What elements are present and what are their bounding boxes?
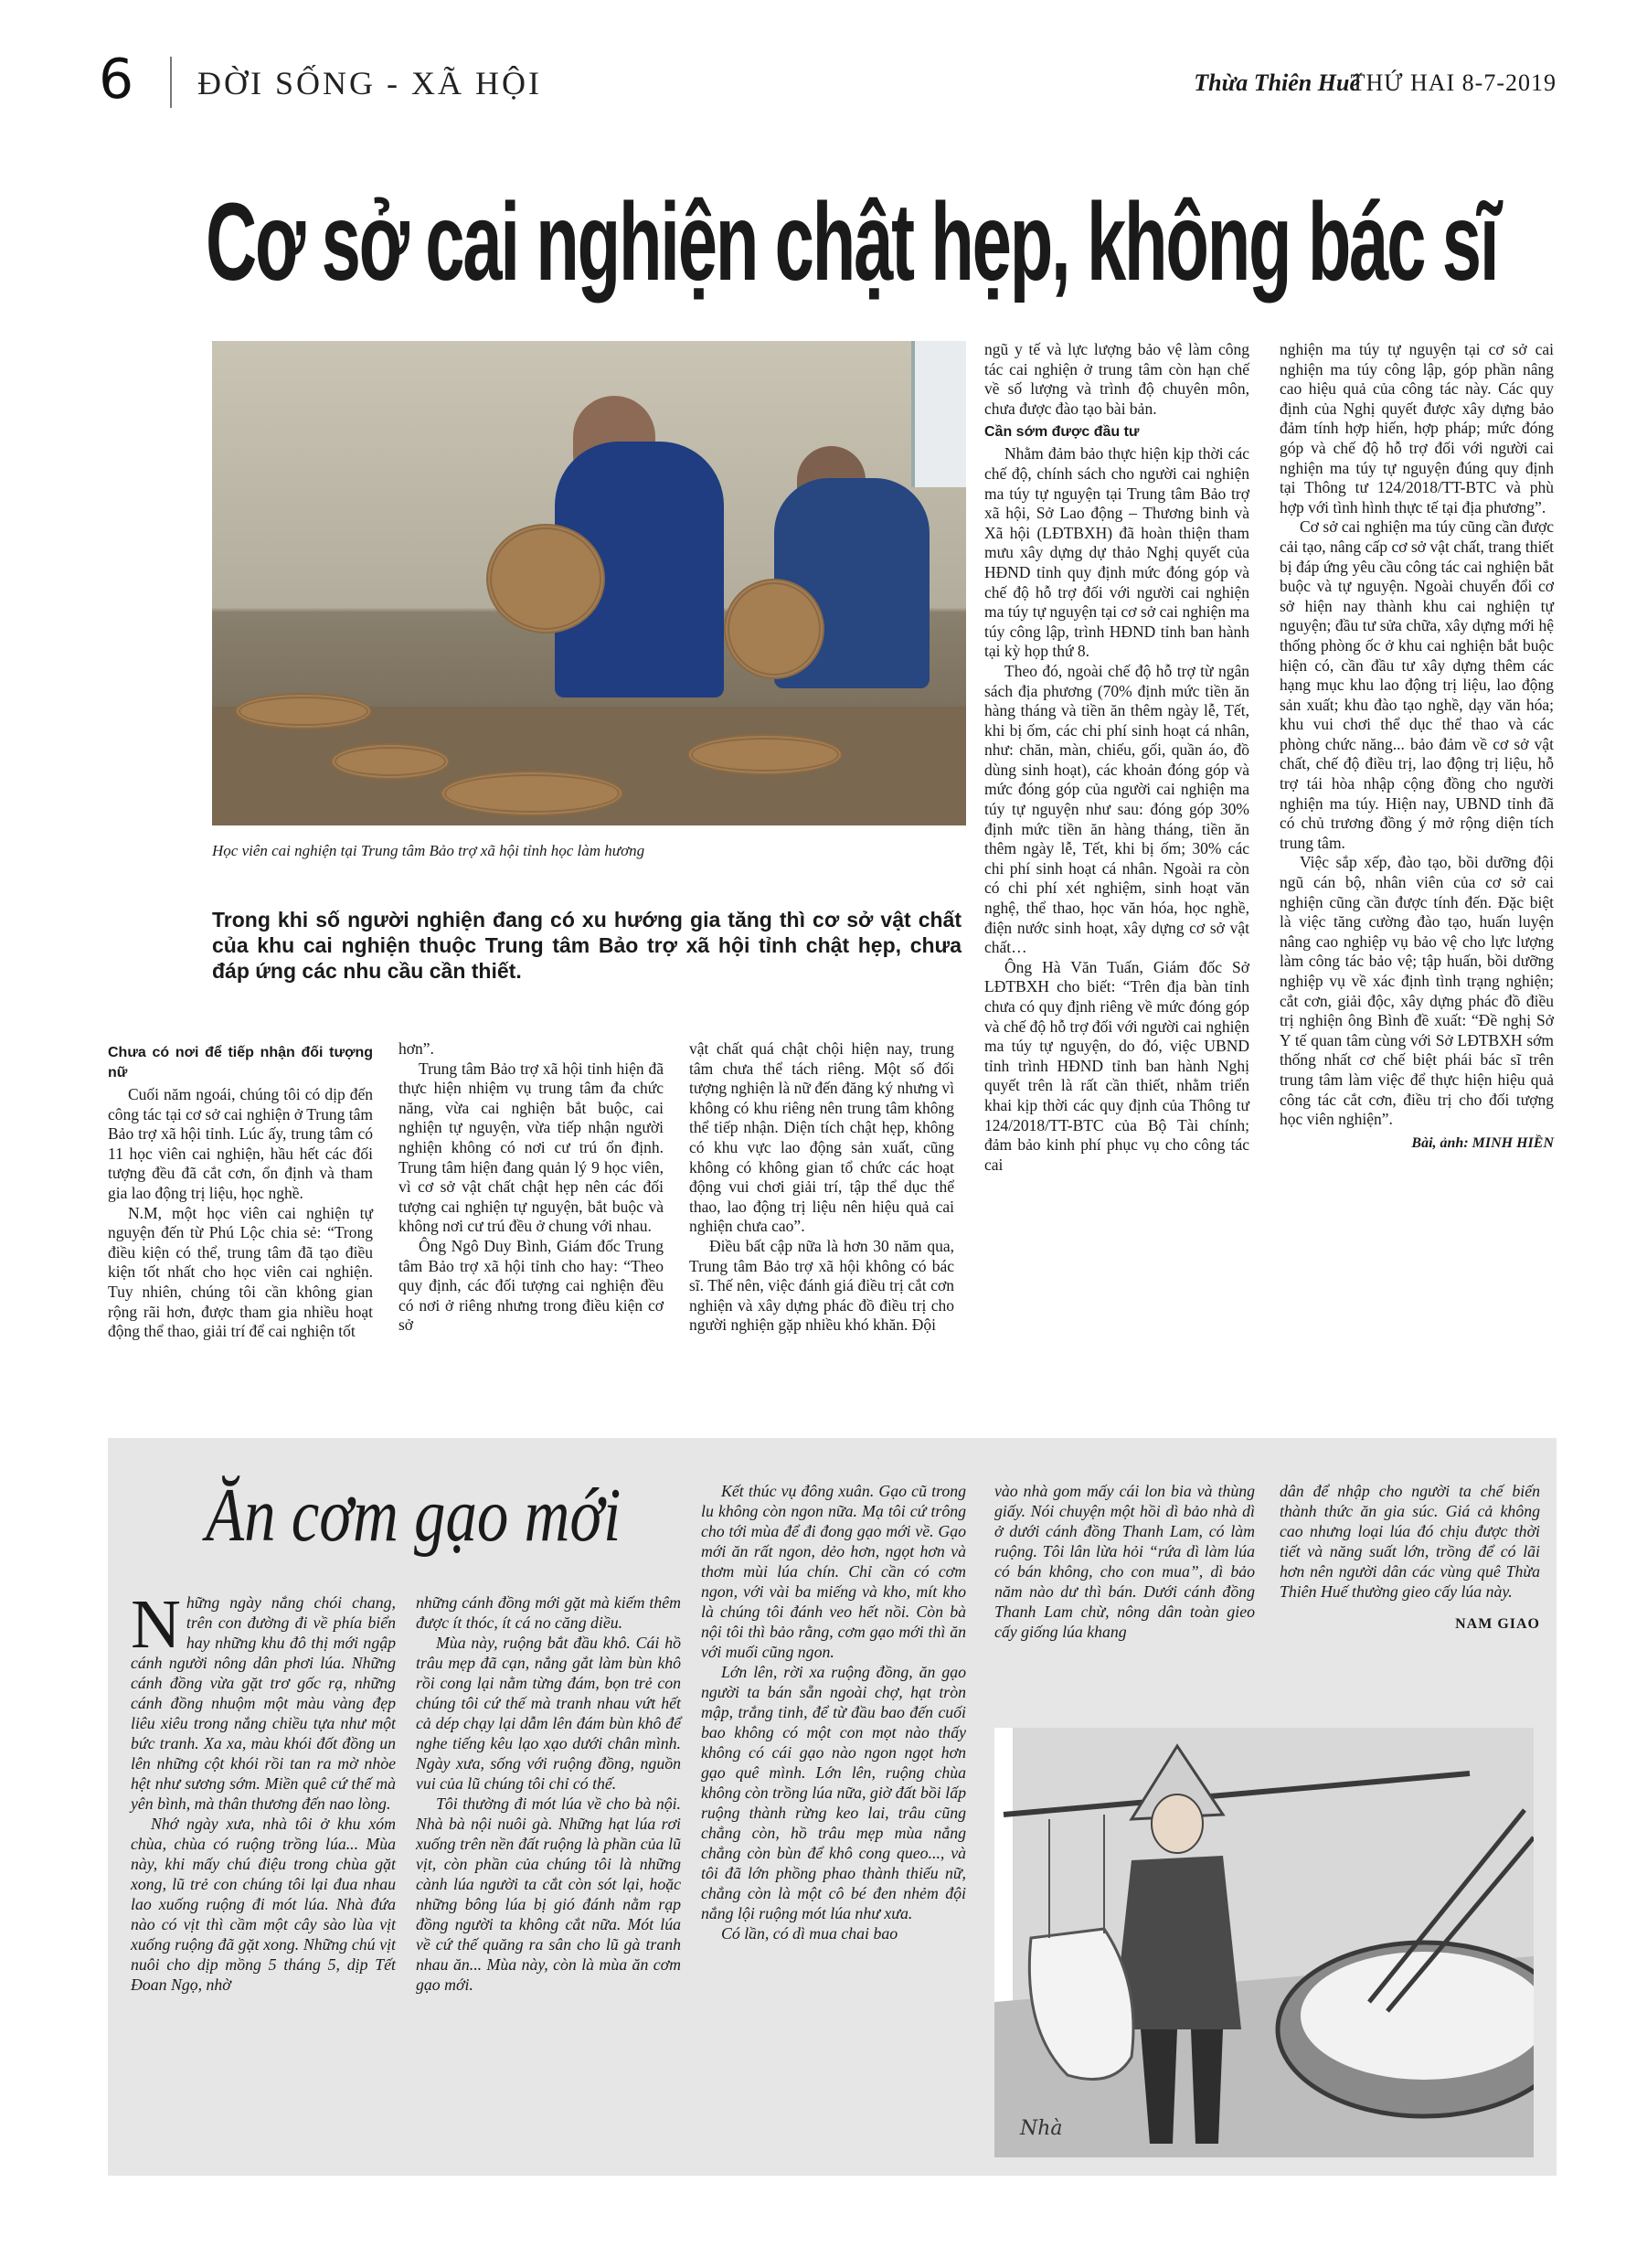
illustration-drawing [994, 1728, 1534, 2157]
illustration-signature: Nhà [1020, 2117, 1063, 2140]
feature-paragraph: Lớn lên, rời xa ruộng đồng, ăn gạo người ta bán sẵn ngoài chợ, hạt tròn mập, trắng tinh, để từ đầu bao đến cuối bao không có một con mọt nào thấy không có cái gạo nào ngon ngọt hơn gạo quê mình. Lớn lên, ruộng chùa không còn trồng lúa nữa, giờ đất bồi lấp ruộng thành rừng keo lai, trâu cũng chẳng còn, hồ trâu mẹp mùa nắng chẳng còn bùn để khô cong queo..., và tôi đã lớn phồng phao thành thiếu nữ, chẳng còn là một cô bé đen nhẻm đội nắng lội ruộng mót lúa như xưa. [701, 1663, 966, 1922]
feature-paragraph: Mùa này, ruộng bắt đầu khô. Cái hồ trâu mẹp đã cạn, nắng gắt làm bùn khô rồi cong lại nằm từng đám, bọn trẻ con chúng tôi cứ thế mà tranh nhau vứt hết cả dép chạy lại dẫm lên đám bùn khô để nghe tiếng kêu lạo xạo dưới chân mình. Ngày xưa, sống với ruộng đồng, nguồn vui của lũ chúng tôi chỉ có thế. [416, 1634, 681, 1793]
feature-column-1 [131, 1586, 396, 1995]
article-lead: Trong khi số người nghiện đang có xu hướng gia tăng thì cơ sở vật chất của khu cai nghiện thuộc Trung tâm Bảo trợ xã hội tỉnh chật hẹp, chưa đáp ứng các nhu cầu cần thiết. [212, 908, 962, 983]
feature-column-4 [994, 1481, 1255, 1642]
feature-paragraph-text: hững ngày nắng chói chang, trên con đường đi về phía biển hay những khu đô thị mới ngập cánh người nông dân phơi lúa. Những cánh đồng vừa gặt trơ gốc rạ, những cánh đồng nhuộm một màu vàng đẹp liêu xiêu trong nắng chiều tựa như một bức tranh. Xa xa, màu khói đốt đồng un lên những cột khói rồi tan ra mờ nhòe hệt như sương sớm. Miền quê cứ thế mà yên bình, mà thân thương đến nao lòng. [131, 1593, 396, 1813]
article-paragraph: nghiện ma túy tự nguyện tại cơ sở cai nghiện ma túy công lập, góp phần nâng cao hiệu quả của công tác này. Các quy định của Nghị quyết được xây dựng bảo đảm tính hợp hiến, hợp pháp; mức đóng góp và chế độ hỗ trợ đối với người cai nghiện ma túy tự nguyện đúng quy định tại Thông tư 124/2018/TT-BTC và phù hợp với tình hình thực tế tại địa phương”. [1280, 340, 1554, 516]
photo-caption: Học viên cai nghiện tại Trung tâm Bảo trợ xã hội tỉnh học làm hương [212, 842, 645, 859]
article-subhead: Cần sớm được đầu tư [984, 424, 1140, 441]
feature-paragraph: Tôi thường đi mót lúa về cho bà nội. Nhà bà nội nuôi gà. Những hạt lúa rơi xuống trên nền đất ruộng là phần của lũ vịt, còn phần của chúng tôi là những cành lúa người ta cắt còn sót lại, hoặc những bông lúa bị gió đánh nằm rạp đồng người ta không cắt nữa. Mót lúa về cứ thế quăng ra sân cho lũ gà tranh nhau ăn... Mùa này, còn là mùa ăn cơm gạo mới. [416, 1794, 681, 1994]
drop-cap: N [131, 1586, 181, 1663]
page-number: 6 [99, 48, 134, 112]
article-photo [212, 341, 966, 825]
feature-author: NAM GIAO [1455, 1616, 1540, 1632]
article-paragraph: Điều bất cập nữa là hơn 30 năm qua, Trung tâm Bảo trợ xã hội không có bác sĩ. Thế nên, việc đánh giá điều trị cắt cơn nghiện và xây dựng phác đồ điều trị cho người nghiện gặp nhiều khó khăn. Đội [689, 1236, 954, 1335]
article-column-2 [398, 1039, 664, 1336]
feature-column-3 [701, 1481, 966, 1943]
incense-coil [687, 734, 843, 775]
article-paragraph: Ông Ngô Duy Bình, Giám đốc Trung tâm Bảo trợ xã hội tỉnh cho hay: “Theo quy định, các đối tượng cai nghiện đều có nơi ở riêng nhưng trong điều kiện cơ sở [398, 1236, 664, 1335]
feature-paragraph: Có lần, có dì mua chai bao [721, 1924, 898, 1943]
header-divider [170, 57, 172, 108]
incense-coil [486, 524, 605, 634]
feature-paragraph [131, 1586, 396, 1814]
page-header [99, 48, 1557, 112]
article-paragraph: Ông Hà Văn Tuấn, Giám đốc Sở LĐTBXH cho biết: “Trên địa bàn tỉnh chưa có quy định riêng về mức đóng góp và chế độ hỗ trợ đối với người cai nghiện ma túy tự nguyện, do đó, việc UBND tỉnh trình HĐND tỉnh ban hành Nghị quyết trên là rất cần thiết, nhằm triển khai kịp thời các quy định của Thông tư 124/2018/TT-BTC của Bộ Tài chính; đảm bảo kinh phí phục vụ cho công tác cai [984, 957, 1249, 1174]
feature-column-5 [1280, 1481, 1540, 1634]
article-paragraph: N.M, một học viên cai nghiện tự nguyện đến từ Phú Lộc chia sẻ: “Trong điều kiện có thể, trung tâm đã tạo điều kiện tốt nhất cho học viên cai nghiện. Tuy nhiên, chúng tôi cần không gian rộng rãi hơn, được tham gia nhiều hoạt động thể thao, giải trí để cai nghiện tốt [108, 1203, 373, 1341]
section-title: ĐỜI SỐNG - XÃ HỘI [197, 65, 542, 101]
incense-coil [441, 771, 623, 816]
article-paragraph: Theo đó, ngoài chế độ hỗ trợ từ ngân sách địa phương (70% định mức tiền ăn hàng tháng và tiền ăn thêm ngày lễ, Tết, khi bị ốm, các chi phí sinh hoạt cá nhân, như: chăn, màn, chiếu, gối, quần áo, đồ dùng sinh hoạt), các khoản đóng góp và mức đóng góp của người cai nghiện ma túy tự nguyện như sau: đóng góp 30% định mức tiền ăn hàng tháng, tiền ăn thêm ngày lễ, Tết, khi bị ốm; 30% các chi phí sinh hoạt cá nhân. Ngoài ra còn có chi phí xét nghiệm, sinh hoạt văn nghệ, thể thao, học văn hóa, học nghề, điện nước sinh hoạt, xây dựng cơ sở vật chất… [984, 661, 1249, 957]
feature-paragraph: vào nhà gom mấy cái lon bia và thùng giấy. Nói chuyện một hồi dì bảo nhà dì ở dưới cánh đồng Thanh Lam, có làm ruộng. Tôi lân lừa hỏi “rứa dì làm lúa có bán không, cho con mua”, dì bảo năm nào dư thì bán. Dưới cánh đồng Thanh Lam chừ, nông dân toàn gieo cấy giống lúa khang [994, 1482, 1255, 1641]
article-paragraph: Cuối năm ngoái, chúng tôi có dịp đến công tác tại cơ sở cai nghiện ở Trung tâm Bảo trợ xã hội tỉnh. Lúc ấy, trung tâm có 11 học viên cai nghiện, hầu hết các đối tượng đều đã cắt cơn, ổn định và tham gia lao động trị liệu, học nghề. [108, 1085, 373, 1202]
feature-paragraph: những cánh đồng mới gặt mà kiếm thêm được ít thóc, ít cá no căng diều. [416, 1593, 681, 1632]
photo-window [911, 341, 966, 487]
article-paragraph: Việc sắp xếp, đào tạo, bồi dưỡng đội ngũ cán bộ, nhân viên của cơ sở cai nghiện cũng cần được tính đến. Đặc biệt là việc tăng cường đào tạo, huấn luyện nâng cao nghiệp vụ bảo vệ cho lực lượng làm công tác bảo vệ; tập huấn, bồi dưỡng nghiệp vụ về xác định tình trạng nghiện; cắt cơn, giải độc, xây dựng phác đồ điều trị nghiện ông Bình đề xuất: “Đề nghị Sở Y tế quan tâm cùng với Sở LĐTBXH sớm thống nhất cơ chế biệt phái bác sĩ trên trung tâm làm việc để thực hiện hiệu quả công tác cắt cơn, điều trị cho đối tượng học viên nghiện”. [1280, 853, 1554, 1129]
feature-paragraph: Kết thúc vụ đông xuân. Gạo cũ trong lu không còn ngon nữa. Mạ tôi cứ trông cho tới mùa để đi đong gạo mới về. Gạo mới ăn rất ngon, dẻo hơn, ngọt hơn và thơm mùi lúa chín. Chỉ cần có cơm ngon, với vài ba miếng và kho, mít kho là chúng tôi đánh veo hết nồi. Còn bà nội tôi thì bảo rằng, cơm gạo mới thì ăn với muối cũng ngon. [701, 1482, 966, 1661]
article-paragraph: Nhằm đảm bảo thực hiện kịp thời các chế độ, chính sách cho người cai nghiện ma túy tự nguyện tại Trung tâm Bảo trợ xã hội, Sở Lao động – Thương binh và Xã hội (LĐTBXH) đã hoàn thiện tham mưu xây dựng dự thảo Nghị quyết của HĐND tỉnh quy định mức đóng góp và chế độ hỗ trợ đối với người cai nghiện ma túy tự nguyện tại cơ sở cai nghiện ma túy công lập, trình HĐND tỉnh ban hành tại kỳ họp thứ 8. [984, 444, 1249, 661]
article-paragraph: Cơ sở cai nghiện ma túy cũng cần được cải tạo, nâng cấp cơ sở vật chất, trang thiết bị đáp ứng yêu cầu công tác cai nghiện bắt buộc và tự nguyện. Ngoài chuyển đổi cơ sở hiện nay thành khu cai nghiện tự nguyện; đầu tư sửa chữa, xây dựng mới hệ thống phòng ốc ở khu cai nghiện bắt buộc hiện có, cần đầu tư xây dựng thêm các hạng mục khu lao động trị liệu, lao động sản xuất; khu đào tạo nghề, dạy văn hóa; khu vui chơi thể dục thể thao và các phòng chức năng... bảo đảm về cơ sở vật chất, chế độ điều trị, lao động trị liệu, hỗ trợ tái hòa nhập cộng đồng cho người nghiện ma túy. Hiện nay, UBND tỉnh đã có chủ trương đồng ý mở rộng diện tích trung tâm. [1280, 517, 1554, 852]
article-subhead: Chưa có nơi để tiếp nhận đối tượng nữ [108, 1045, 373, 1081]
article-column-5 [1280, 340, 1554, 1153]
feature-column-2 [416, 1592, 681, 1995]
newspaper-name: Thừa Thiên Huế [1194, 69, 1360, 96]
article-paragraph: vật chất quá chật chội hiện nay, trung tâm chưa thể tách riêng. Một số đối tượng nghiện là nữ đến đăng ký nhưng vì không có khu riêng nên trung tâm không thể tiếp nhận. Diện tích chật hẹp, không có khu vực lao động sản xuất, cũng không có không gian tổ chức các hoạt động vui chơi giải trí, tập thể dục thể thao, lao động trị liệu nên hiệu quả cai nghiện chưa cao”. [689, 1039, 954, 1236]
article-paragraph: ngũ y tế và lực lượng bảo vệ làm công tác cai nghiện ở trung tâm còn hạn chế về số lượng và trình độ chuyên môn, chưa được đào tạo bài bản. [984, 340, 1249, 418]
incense-coil [724, 579, 824, 679]
article-column-3 [689, 1039, 954, 1336]
feature-paragraph: Nhớ ngày xưa, nhà tôi ở khu xóm chùa, chùa có ruộng trồng lúa... Mùa này, khi mấy chú điệu trong chùa gặt xong, lũ trẻ con chúng tôi lại đua nhau lao xuống ruộng đi mót lúa. Nhà đứa nào có vịt thì cầm một cây sào lùa vịt xuống ruộng đã gặt xong. Những chú vịt nuôi cho dịp mồng 5 tháng 5, dịp Tết Đoan Ngọ, nhờ [131, 1815, 396, 1994]
incense-coil [331, 743, 450, 780]
article-column-1 [108, 1039, 373, 1342]
feature-illustration [994, 1728, 1534, 2157]
article-paragraph: Trung tâm Bảo trợ xã hội tỉnh hiện đã thực hiện nhiệm vụ trung tâm đa chức năng, vừa cai nghiện bắt buộc, cai nghiện tự nguyện, vừa tiếp nhận người nghiện không có nơi cư trú ổn định. Trung tâm hiện đang quản lý 9 học viên, vì cơ sở vật chất chật hẹp nên các đối tượng cai nghiện tự nguyện, bắt buộc và không nơi cư trú đều ở chung với nhau. [398, 1059, 664, 1236]
feature-title: Ăn cơm gạo mới [206, 1473, 622, 1558]
article-headline: Cơ sở cai nghiện chật hẹp, không bác sĩ [206, 179, 1498, 303]
article-column-4 [984, 340, 1249, 1175]
article-paragraph: hơn”. [398, 1039, 434, 1058]
feature-paragraph: dân để nhập cho người ta chế biến thành thức ăn gia súc. Giá cả không cao nhưng loại lúa đó chịu được thời tiết và năng suất lớn, trồng để có lãi hơn nên người dân các vùng quê Thừa Thiên Huế thường gieo cấy lúa này. [1280, 1482, 1540, 1601]
article-byline: Bài, ảnh: MINH HIỀN [1411, 1134, 1554, 1151]
issue-date: THỨ HAI 8-7-2019 [1350, 69, 1557, 96]
incense-coil [235, 693, 372, 729]
